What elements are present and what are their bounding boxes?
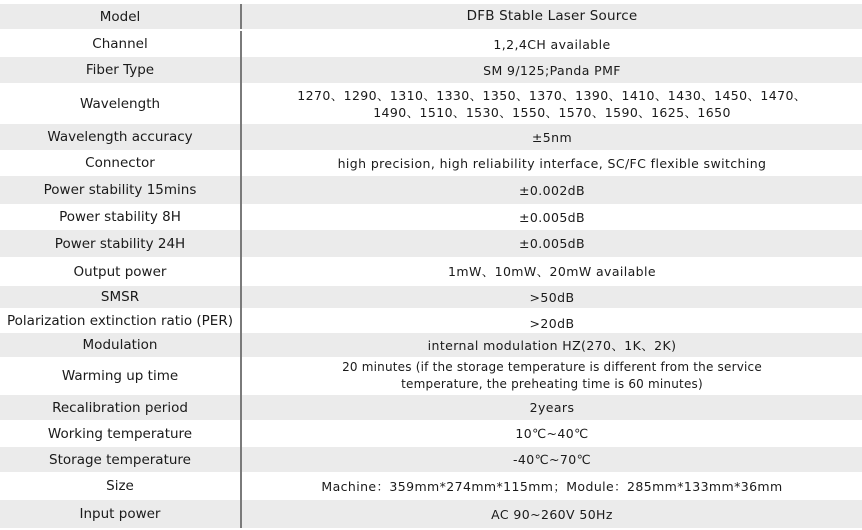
row-label: Recalibration period xyxy=(0,395,242,420)
row-value: DFB Stable Laser Source xyxy=(466,8,638,24)
row-label: Model xyxy=(0,4,242,29)
row-label: Size xyxy=(0,472,242,500)
row-label: Fiber Type xyxy=(0,57,242,83)
table-row-modulation xyxy=(0,333,862,357)
row-value: 2years xyxy=(529,400,575,415)
table-row-input-power xyxy=(0,500,862,528)
row-label: Output power xyxy=(0,257,242,286)
row-label: Channel xyxy=(0,31,242,57)
table-row-power-stability-15mins xyxy=(0,176,862,204)
row-value-line-1: 1270、1290、1310、1330、1350、1370、1390、1410、1430、1450、1470、 xyxy=(297,87,807,103)
row-label: Input power xyxy=(0,500,242,528)
row-label: Storage temperature xyxy=(0,447,242,472)
row-value-line-2: 1490、1510、1530、1550、1570、1590、1625、1650 xyxy=(373,104,731,120)
table-row-power-stability-24h xyxy=(0,230,862,257)
row-value: 1mW、10mW、20mW available xyxy=(448,264,656,279)
row-value: ±0.005dB xyxy=(519,236,585,251)
table-row-smsr xyxy=(0,286,862,308)
row-value: ±0.002dB xyxy=(519,182,585,198)
row-label: SMSR xyxy=(0,286,242,308)
table-row-connector xyxy=(0,150,862,176)
row-label: Connector xyxy=(0,150,242,176)
row-value xyxy=(242,83,862,124)
row-value: internal modulation HZ(270、1K、2K) xyxy=(427,337,677,353)
table-row-channel xyxy=(0,31,862,57)
row-label: Working temperature xyxy=(0,420,242,447)
table-row-power-stability-8h xyxy=(0,204,862,230)
table-row-working-temperature xyxy=(0,420,862,447)
table-row-recalibration-period xyxy=(0,395,862,420)
row-value: >20dB xyxy=(529,316,575,331)
row-value: high precision, high reliability interface, SC/FC flexible switching xyxy=(337,155,767,171)
row-value-line-2: temperature, the preheating time is 60 minutes) xyxy=(401,377,703,391)
row-label: Power stability 8H xyxy=(0,204,242,230)
row-value-line-1: 20 minutes (if the storage temperature is different from the service xyxy=(342,360,762,374)
row-value: -40℃~70℃ xyxy=(512,452,592,467)
row-label: Modulation xyxy=(0,333,242,357)
row-value: SM 9/125;Panda PMF xyxy=(483,62,621,78)
row-value: ±5nm xyxy=(531,129,573,145)
table-row-per xyxy=(0,308,862,333)
table-row-fiber-type xyxy=(0,57,862,83)
row-label: Warming up time xyxy=(0,357,242,395)
row-value: 10℃~40℃ xyxy=(515,426,589,441)
row-value: 1,2,4CH available xyxy=(493,36,611,52)
table-row-storage-temperature xyxy=(0,447,862,472)
table-row-output-power xyxy=(0,257,862,286)
table-row-model xyxy=(0,4,862,29)
row-label: Wavelength accuracy xyxy=(0,124,242,150)
table-row-wavelength xyxy=(0,83,862,124)
table-row-warming-up-time xyxy=(0,357,862,395)
table-row-wavelength-accuracy xyxy=(0,124,862,150)
table-row-size xyxy=(0,472,862,500)
row-value: AC 90~260V 50Hz xyxy=(491,506,613,522)
row-label: Polarization extinction ratio (PER) xyxy=(0,308,242,333)
row-label: Wavelength xyxy=(0,83,242,124)
row-value: >50dB xyxy=(529,289,575,305)
row-label: Power stability 24H xyxy=(0,230,242,257)
row-value xyxy=(242,357,862,395)
row-value: ±0.005dB xyxy=(519,209,585,225)
row-label: Power stability 15mins xyxy=(0,176,242,204)
row-value: Machine：359mm*274mm*115mm；Module：285mm*133mm*36mm xyxy=(321,478,783,494)
